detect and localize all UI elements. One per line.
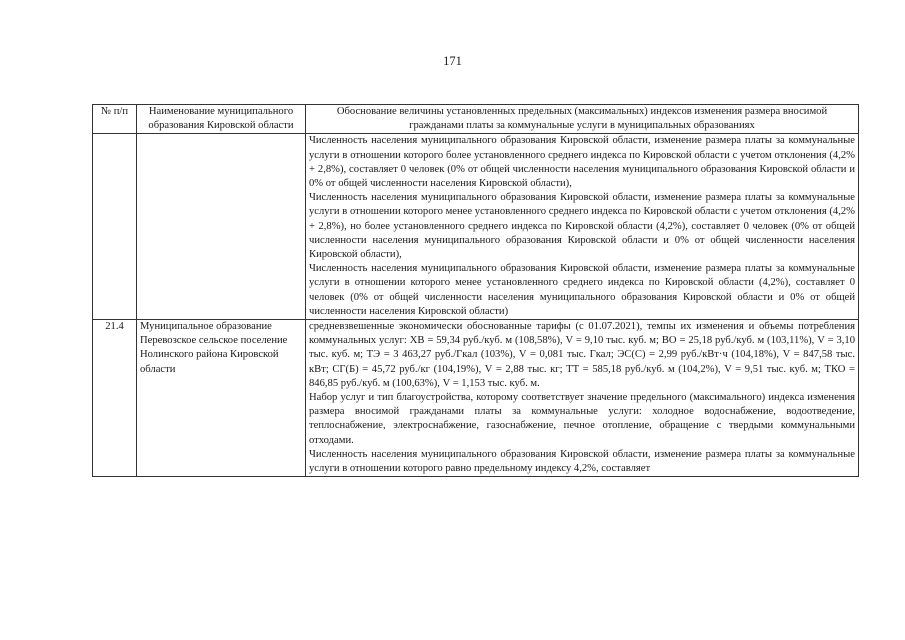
header-municipality-name: Наименование муниципального образования Кировской области bbox=[137, 105, 306, 134]
tariff-table bbox=[92, 104, 859, 477]
header-justification: Обоснование величины установленных предельных (максимальных) индексов изменения размера вносимой гражданами платы за коммунальные услуги в муниципальных образованиях bbox=[306, 105, 859, 134]
row-number bbox=[93, 134, 137, 320]
paragraph: Численность населения муниципального образования Кировской области, изменение размера платы за коммунальные услуги в отношении которого равно предельному индексу 4,2%, составляет bbox=[309, 448, 855, 475]
table-row bbox=[93, 134, 859, 320]
paragraph: Численность населения муниципального образования Кировской области, изменение размера платы за коммунальные услуги в отношении которого менее установленного среднего индекса по Кировской области (4,2%), составляет 0 человек (0% от общей численности населения муниципального образования Кировской области и 0% от общей численности населения Кировской области) bbox=[309, 263, 855, 317]
row-justification bbox=[306, 134, 859, 320]
table-row bbox=[93, 320, 859, 477]
page-number: 171 bbox=[443, 54, 462, 68]
row-municipality-name bbox=[137, 134, 306, 320]
row-justification bbox=[306, 320, 859, 477]
row-number: 21.4 bbox=[93, 320, 137, 477]
paragraph: Численность населения муниципального образования Кировской области, изменение размера платы за коммунальные услуги в отношении которого более установленного среднего индекса по Кировской области с учетом отклонения (4,2% + 2,8%), составляет 0 человек (0% от общей численности населения муниципального образования Кировской области и 0% от общей численности населения Кировской области), bbox=[309, 135, 855, 190]
paragraph: Набор услуг и тип благоустройства, которому соответствует значение предельного (максимального) индекса изменения размера вносимой гражданами платы за коммунальные услуги: холодное водоснабжение, водоотведение, теплоснабжение, электроснабжение, газоснабжение, печное отопление, обращение с твердыми коммунальными отходами. bbox=[309, 392, 855, 446]
header-number: № п/п bbox=[93, 105, 137, 134]
paragraph: Численность населения муниципального образования Кировской области, изменение размера платы за коммунальные услуги в отношении которого менее установленного среднего индекса по Кировской области с учетом отклонения (4,2% + 2,8%), но более установленного среднего индекса по Кировской области (4,2%), составляет 0 человек (0% от общей численности населения муниципального образования Кировской области и 0% от общей численности населения Кировской области), bbox=[309, 192, 855, 261]
table-header-row bbox=[93, 105, 859, 134]
row-municipality-name: Муниципальное образование Перевозское сельское поселение Нолинского района Кировской области bbox=[137, 320, 306, 477]
paragraph: средневзвешенные экономически обоснованные тарифы (с 01.07.2021), темпы их изменения и объемы потребления коммунальных услуг: ХВ = 59,34 руб./куб. м (108,58%), V = 9,10 тыс. куб. м; ВО = 25,18 руб./куб. м (103,11%), V = 3,10 тыс. куб. м; ТЭ = 3 463,27 руб./Гкал (103%), V = 0,081 тыс. Гкал; ЭС(С) = 2,99 руб./кВт·ч (104,18%), V = 847,58 тыс. кВт; СГ(Б) = 45,72 руб./кг (104,19%), V = 2,88 тыс. кг; ТТ = 585,18 руб./куб. м (104,2%), V = 9,51 тыс. куб. м; ТКО = 846,85 руб./куб. м (100,63%), V = 1,153 тыс. куб. м. bbox=[309, 321, 855, 389]
